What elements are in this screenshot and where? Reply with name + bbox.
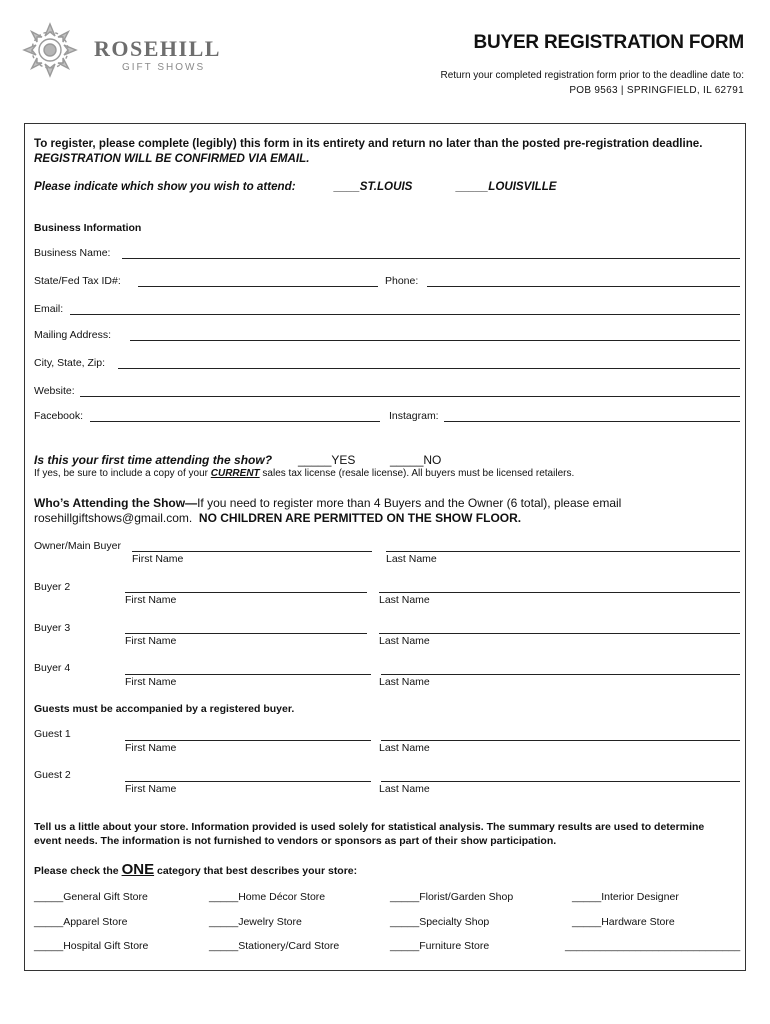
mailing-address-label: Mailing Address: [34, 329, 112, 341]
guest-2-first-name-field[interactable] [125, 781, 371, 782]
instagram-field[interactable] [444, 421, 740, 422]
first-name-caption: First Name [125, 635, 177, 647]
buyer-3-first-name-field[interactable] [125, 633, 367, 634]
mandala-icon [22, 22, 78, 78]
last-name-caption: Last Name [386, 553, 437, 565]
phone-label: Phone: [385, 275, 419, 287]
buyer-3-label: Buyer 3 [34, 622, 71, 634]
facebook-field[interactable] [90, 421, 380, 422]
business-name-label: Business Name: [34, 247, 111, 259]
license-note-current: CURRENT [210, 468, 260, 479]
guest-2-last-name-field[interactable] [381, 781, 740, 782]
city-state-zip-label: City, State, Zip: [34, 357, 105, 369]
logo-name: ROSEHILL [94, 36, 221, 61]
email-field[interactable] [70, 314, 740, 315]
buyer-2-last-name-field[interactable] [379, 592, 740, 593]
last-name-caption: Last Name [379, 742, 430, 754]
category-apparel[interactable]: _____Apparel Store [34, 916, 128, 928]
category-home-decor[interactable]: _____Home Décor Store [209, 891, 326, 903]
mailing-address: POB 9563 | SPRINGFIELD, IL 62791 [569, 85, 744, 96]
guest-1-first-name-field[interactable] [125, 740, 371, 741]
instagram-label: Instagram: [389, 410, 439, 422]
website-field[interactable] [80, 396, 740, 397]
buyer-4-first-name-field[interactable] [125, 674, 371, 675]
first-time-yes[interactable]: _____YES [298, 453, 356, 467]
show-option-louisville[interactable]: _____LOUISVILLE [456, 180, 557, 193]
guest-1-last-name-field[interactable] [381, 740, 740, 741]
attending-intro [34, 496, 734, 526]
buyer-3-last-name-field[interactable] [379, 633, 740, 634]
business-section-title: Business Information [34, 222, 142, 234]
first-time-question: Is this your first time attending the show? [34, 453, 273, 467]
category-instruction-post: category that best describes your store: [157, 865, 358, 877]
owner-label: Owner/Main Buyer [34, 540, 121, 552]
guests-note: Guests must be accompanied by a registered buyer. [34, 703, 295, 715]
category-jewelry[interactable]: _____Jewelry Store [209, 916, 302, 928]
show-prompt: Please indicate which show you wish to attend: [34, 180, 296, 193]
license-note-post: sales tax license (resale license). All buyers must be licensed retailers. [259, 468, 575, 479]
return-instructions: Return your completed registration form prior to the deadline date to: [440, 70, 744, 81]
category-general-gift[interactable]: _____General Gift Store [34, 891, 148, 903]
first-name-caption: First Name [132, 553, 184, 565]
show-option-st-louis[interactable]: ____ST.LOUIS [334, 180, 413, 193]
category-hospital-gift[interactable]: _____Hospital Gift Store [34, 940, 149, 952]
city-state-zip-field[interactable] [118, 368, 740, 369]
last-name-caption: Last Name [379, 783, 430, 795]
owner-last-name-field[interactable] [386, 551, 740, 552]
logo-subtitle: GIFT SHOWS [122, 62, 206, 73]
attending-text: If you need to register more than 4 Buyers and the Owner (6 total), please email rosehillgiftshows@gmail.com. [34, 496, 622, 525]
intro-confirmation: REGISTRATION WILL BE CONFIRMED VIA EMAIL. [34, 152, 310, 165]
first-name-caption: First Name [125, 594, 177, 606]
category-stationery-card[interactable]: _____Stationery/Card Store [209, 940, 340, 952]
first-name-caption: First Name [125, 783, 177, 795]
license-note-pre: If yes, be sure to include a copy of your [34, 468, 211, 479]
category-instruction-pre: Please check the [34, 865, 119, 877]
intro-text [34, 136, 734, 166]
category-hardware[interactable]: _____Hardware Store [572, 916, 675, 928]
guest-1-label: Guest 1 [34, 728, 71, 740]
facebook-label: Facebook: [34, 410, 84, 422]
license-note [34, 468, 574, 479]
category-instruction [34, 861, 357, 878]
first-name-caption: First Name [125, 676, 177, 688]
category-furniture[interactable]: _____Furniture Store [390, 940, 490, 952]
category-specialty-shop[interactable]: _____Specialty Shop [390, 916, 490, 928]
last-name-caption: Last Name [379, 635, 430, 647]
tax-id-field[interactable] [138, 286, 378, 287]
tax-id-label: State/Fed Tax ID#: [34, 275, 121, 287]
buyer-2-label: Buyer 2 [34, 581, 71, 593]
phone-field[interactable] [427, 286, 740, 287]
intro-instructions: To register, please complete (legibly) this form in its entirety and return no later than the posted pre-registration deadline. [34, 137, 703, 150]
category-florist-garden[interactable]: _____Florist/Garden Shop [390, 891, 514, 903]
website-label: Website: [34, 385, 75, 397]
form-title: BUYER REGISTRATION FORM [473, 32, 744, 53]
business-name-field[interactable] [122, 258, 740, 259]
last-name-caption: Last Name [379, 594, 430, 606]
last-name-caption: Last Name [379, 676, 430, 688]
owner-first-name-field[interactable] [132, 551, 372, 552]
guest-2-label: Guest 2 [34, 769, 71, 781]
store-intro: Tell us a little about your store. Information provided is used solely for statistical analysis. The summary results are used to determine event needs. The information is not furnished to vendors or sponsors as part of their show participation. [34, 821, 705, 847]
category-instruction-one: ONE [121, 861, 155, 878]
attending-title: Who’s Attending the Show— [34, 496, 198, 510]
buyer-2-first-name-field[interactable] [125, 592, 367, 593]
buyer-4-last-name-field[interactable] [381, 674, 740, 675]
category-other-field[interactable]: ______________________________ [565, 940, 741, 952]
first-time-no[interactable]: _____NO [390, 453, 442, 467]
buyer-4-label: Buyer 4 [34, 662, 71, 674]
no-children-notice: NO CHILDREN ARE PERMITTED ON THE SHOW FLOOR. [198, 511, 522, 525]
first-name-caption: First Name [125, 742, 177, 754]
email-label: Email: [34, 303, 64, 315]
category-interior-designer[interactable]: _____Interior Designer [572, 891, 679, 903]
mailing-address-field[interactable] [130, 340, 740, 341]
